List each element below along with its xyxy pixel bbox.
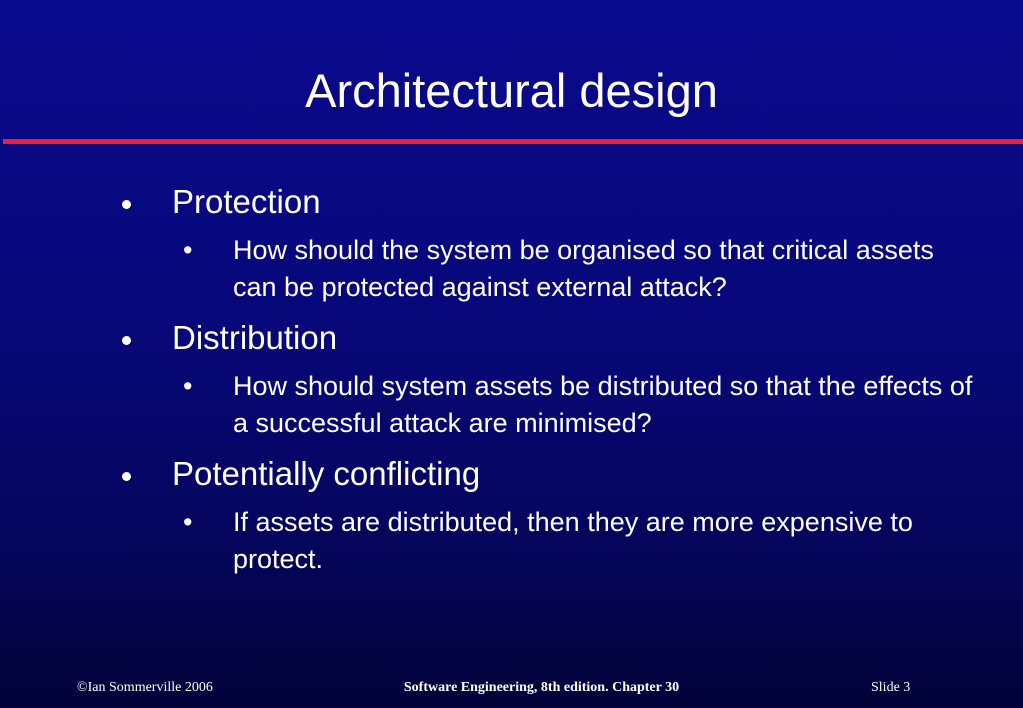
bullet-heading: Potentially conflicting [172, 455, 481, 492]
slide-title: Architectural design [305, 64, 718, 117]
sub-bullet-text: How should system assets be distributed so that the effects of a successful attack are minimised? [233, 371, 973, 438]
sub-bullet-marker: • [183, 371, 193, 401]
bullet-heading: Distribution [172, 319, 338, 356]
footer-copyright: ©Ian Sommerville 2006 [77, 680, 213, 695]
bullet-heading: Protection [172, 183, 321, 220]
bullet-dot-icon [122, 336, 131, 345]
sub-bullet-text: How should the system be organised so that critical assets can be protected against external attack? [233, 235, 934, 302]
sub-bullet-marker: • [183, 235, 193, 265]
bullet-dot-icon [122, 200, 131, 209]
sub-bullet-marker: • [183, 507, 193, 537]
sub-bullet-text: If assets are distributed, then they are more expensive to protect. [233, 507, 913, 574]
bullet-dot-icon [122, 472, 131, 481]
footer-slide-number: Slide 3 [871, 680, 911, 695]
footer-book-title: Software Engineering, 8th edition. Chapter 30 [403, 680, 680, 695]
